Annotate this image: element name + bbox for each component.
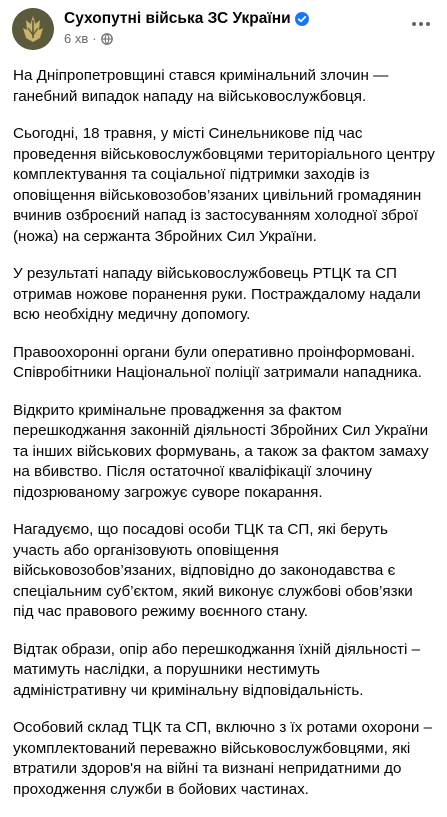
- meta-separator: ·: [92, 31, 97, 46]
- more-dot: [412, 22, 416, 26]
- page-name-row: [64, 10, 309, 28]
- post-meta: [64, 31, 113, 46]
- post-paragraph: Особовий склад ТЦК та СП, включно з їх ротами охорони – укомплектований переважно військовослужбовцями, які втратили здоров'я на війні та визнані непридатними до проходження служби в бойових частинах.: [13, 719, 433, 798]
- post-body: [13, 66, 437, 817]
- post-paragraph: У результаті нападу військовослужбовець РТЦК та СП отримав ножове поранення руки. Постраждалому надали всю необхідну медичну допомогу.: [13, 265, 421, 323]
- more-dot: [426, 22, 430, 26]
- page-name[interactable]: Сухопутні війська ЗС України: [64, 10, 291, 27]
- post-paragraph: Сьогодні, 18 травня, у місті Синельникове під час проведення військовослужбовцями територіального центру комплектування та соціальної підтримки заходів із оповіщення військовозобов’язаних цивільний громадянин вчинив озброєний напад із застосуванням холодної зброї (ножа) на сержанта Збройних Сил України.: [13, 125, 435, 245]
- post-paragraph: Нагадуємо, що посадові особи ТЦК та СП, які беруть участь або організовують оповіщення військовозобов’язаних, відповідно до законодавства є спеціальним суб’єктом, який виконує службові обов’язки під час правового режиму воєнного стану.: [13, 521, 413, 620]
- globe-icon: [101, 33, 113, 45]
- more-options-icon[interactable]: [409, 14, 433, 34]
- more-dot: [419, 22, 423, 26]
- verified-badge-icon: [295, 12, 309, 26]
- army-emblem-icon: [12, 8, 54, 50]
- post-paragraph: На Дніпропетровщині стався кримінальний злочин — ганебний випадок нападу на військовослужбовця.: [13, 67, 389, 105]
- post-paragraph: Відтак образи, опір або перешкоджання їхній діяльності – матимуть наслідки, а порушники нестимуть адміністративну чи кримінальну відповідальність.: [13, 640, 421, 699]
- post-paragraph: Правоохоронні органи були оперативно проінформовані. Співробітники Національної поліції затримали нападника.: [13, 343, 422, 381]
- post-time[interactable]: 6 хв: [64, 31, 89, 46]
- post-header: [0, 0, 447, 58]
- post-paragraph: Відкрито кримінальне провадження за фактом перешкоджання законній діяльності Збройних Сил України та інших військових формувань, а також за фактом замаху на вбивство. Після остаточної кваліфікації злочину підозрюваному загрожує суворе покарання.: [13, 401, 429, 501]
- page-avatar[interactable]: [12, 8, 54, 50]
